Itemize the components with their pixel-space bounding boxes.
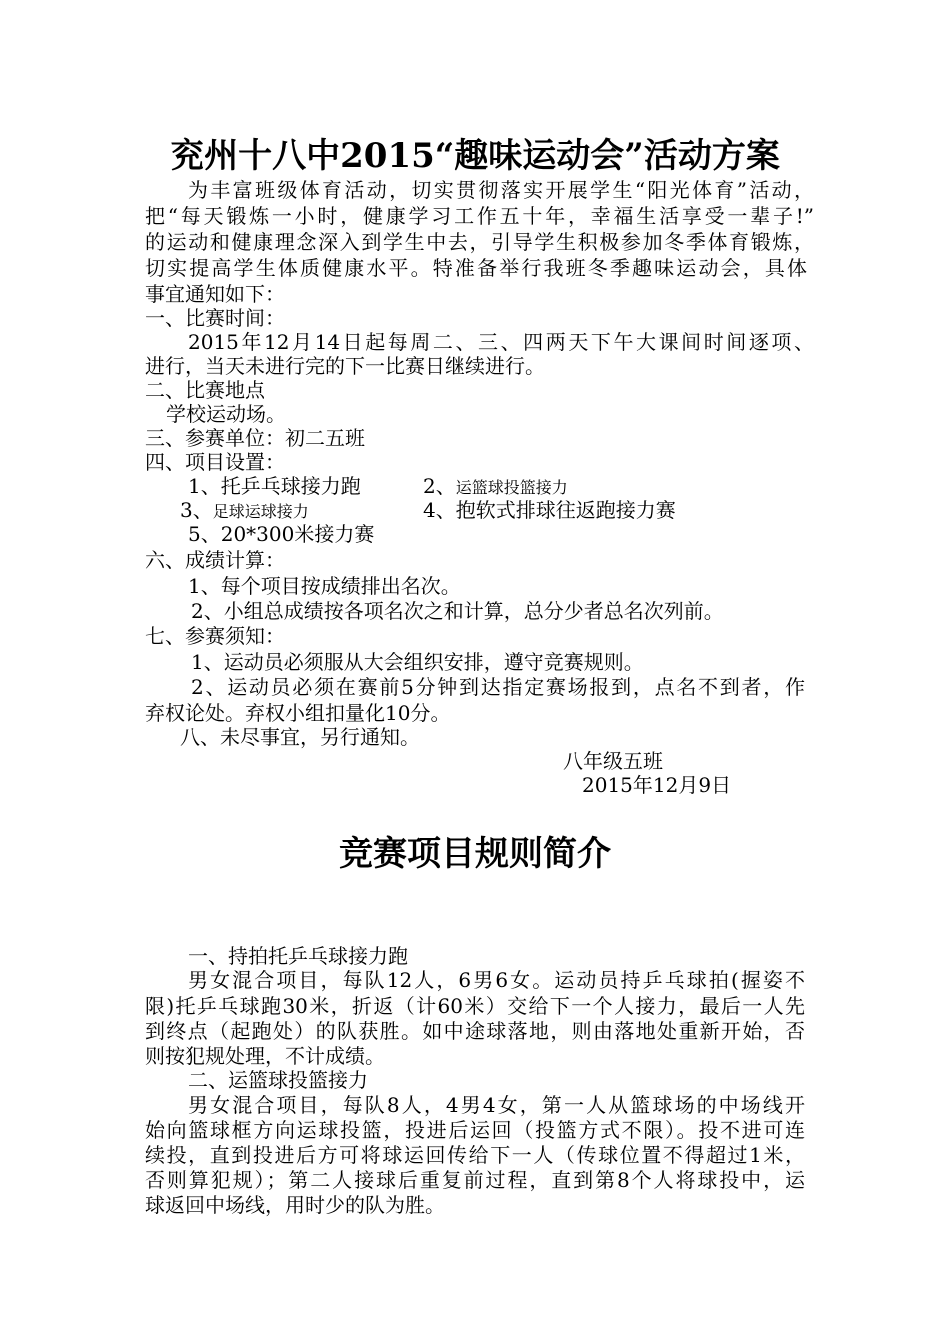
section-8-text: 八、未尽事宜，另行通知。 <box>180 725 420 749</box>
section-1-heading: 一、比赛时间： <box>145 306 285 330</box>
signature-org: 八年级五班 <box>563 749 663 773</box>
event-item-5: 5、20*300米接力赛 <box>188 522 375 546</box>
rule-1-heading: 一、持拍托乒乓球接力跑 <box>188 944 408 968</box>
rule-1-line-4: 则按犯规处理，不计成绩。 <box>145 1044 385 1068</box>
section-3-heading: 三、参赛单位：初二五班 <box>145 426 365 450</box>
section-4-heading: 四、项目设置： <box>145 450 285 474</box>
section-7-line-1: 1、运动员必须服从大会组织安排，遵守竞赛规则。 <box>191 650 644 674</box>
rule-1-line-3: 到终点（起跑处）的队获胜。如中途球落地，则由落地处重新开始，否 <box>145 1019 805 1043</box>
event-item-3-number: 3、 <box>180 498 213 522</box>
intro-line-3: 的运动和健康理念深入到学生中去，引导学生积极参加冬季体育锻炼， <box>145 230 814 254</box>
section-2-text: 学校运动场。 <box>166 402 286 426</box>
rule-2-heading: 二、运篮球投篮接力 <box>188 1068 368 1092</box>
event-item-1: 1、托乒乓球接力跑 <box>188 474 361 498</box>
rule-2-line-2: 始向篮球框方向运球投篮，投进后运回（投篮方式不限）。投不进可连 <box>145 1118 805 1142</box>
rule-2-line-3: 续投，直到投进后方可将球运回传给下一人（传球位置不得超过1米， <box>145 1143 805 1167</box>
event-item-2-number: 2、 <box>423 474 456 498</box>
rules-title: 竞赛项目规则简介 <box>339 834 611 874</box>
section-1-line-1: 2015年12月14日起每周二、三、四两天下午大课间时间逐项、 <box>188 330 814 354</box>
section-7-heading: 七、参赛须知： <box>145 624 285 648</box>
section-6-heading: 六、成绩计算： <box>145 548 285 572</box>
signature-date: 2015年12月9日 <box>582 773 732 797</box>
event-item-4: 4、抱软式排球往返跑接力赛 <box>423 498 676 522</box>
event-item-2-label: 运篮球投篮接力 <box>455 478 568 497</box>
intro-line-5: 事宜通知如下： <box>145 282 285 306</box>
document-title: 兖州十八中2015“趣味运动会”活动方案 <box>170 136 780 176</box>
section-7-line-2: 2、运动员必须在赛前5分钟到达指定赛场报到，点名不到者，作 <box>191 675 805 699</box>
section-6-line-1: 1、每个项目按成绩排出名次。 <box>188 574 461 598</box>
section-7-line-3: 弃权论处。弃权小组扣量化10分。 <box>145 701 451 725</box>
intro-line-4: 切实提高学生体质健康水平。特准备举行我班冬季趣味运动会，具体 <box>145 256 807 280</box>
section-1-line-2: 进行，当天未进行完的下一比赛日继续进行。 <box>145 354 545 378</box>
rule-1-line-2: 限)托乒乓球跑30米，折返（计60米）交给下一个人接力，最后一人先 <box>145 994 805 1018</box>
intro-line-2: 把“每天锻炼一小时，健康学习工作五十年，幸福生活享受一辈子!” <box>145 204 814 228</box>
rule-2-line-1: 男女混合项目，每队8人，4男4女，第一人从篮球场的中场线开 <box>188 1093 805 1117</box>
event-item-3-label: 足球运球接力 <box>212 502 309 521</box>
rule-1-line-1: 男女混合项目，每队12人，6男6女。运动员持乒乓球拍(握姿不 <box>188 968 805 992</box>
rule-2-line-4: 否则算犯规）；第二人接球后重复前过程，直到第8个人将球投中，运 <box>145 1168 805 1192</box>
intro-line-1: 为丰富班级体育活动，切实贯彻落实开展学生“阳光体育”活动， <box>188 178 814 202</box>
rule-2-line-5: 球返回中场线，用时少的队为胜。 <box>145 1193 445 1217</box>
section-2-heading: 二、比赛地点 <box>145 378 265 402</box>
section-6-line-2: 2、小组总成绩按各项名次之和计算，总分少者总名次列前。 <box>191 599 724 623</box>
